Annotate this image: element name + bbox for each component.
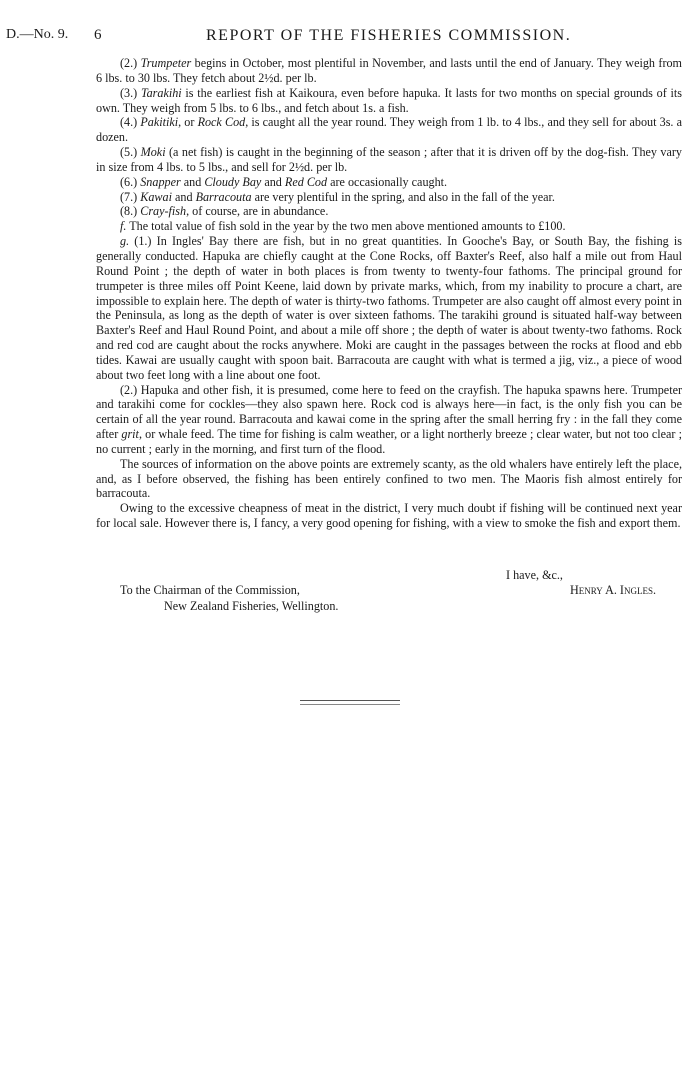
paragraph-meat-cheapness bbox=[96, 501, 682, 531]
paragraph-number: (7.) bbox=[120, 189, 141, 204]
paragraph-text: The sources of information on the above points are extremely scanty, as the old whalers have entirely left the place, and, as I before observed, the fishing has been entirely confined to two men. The Maoris fish almost entirely for barracouta. bbox=[96, 456, 682, 501]
paragraph-text: and bbox=[171, 189, 196, 204]
paragraph-number: (3.) bbox=[120, 85, 141, 100]
paragraph-text: Owing to the excessive cheapness of meat in the district, I very much doubt if fishing will be continued next year for local sale. However there is, I fancy, a very good opening for fishing, with a view to smoke the fish and export them. bbox=[96, 501, 682, 531]
paragraph-g2-feeding bbox=[96, 383, 682, 457]
paragraph-number: (4.) bbox=[120, 115, 141, 130]
fish-name: Rock Cod bbox=[197, 115, 246, 130]
section-end-rule bbox=[300, 700, 400, 705]
paragraph-text: , is caught all the year round. They weigh from 1 lb. to 4 lbs., and they sell for about 3s. a dozen. bbox=[96, 115, 682, 145]
addressee-line-2: New Zealand Fisheries, Wellington. bbox=[164, 599, 339, 613]
paragraph-f-total-value bbox=[96, 219, 682, 234]
paragraph-tarakihi bbox=[96, 86, 682, 116]
section-letter: f. bbox=[120, 219, 127, 234]
paragraph-text: (1.) In Ingles' Bay there are fish, but in no great quantities. In Gooche's Bay, or South Bay, the fishing is generally conducted. Hapuka are chiefly caught at the Cone Rocks, off Baxter's Reef, also half a mile out from Haul Round Point ; the depth of water in both places is from twenty to twenty-four fathoms. The principal ground for trumpeter is three miles off Point Keene, laid down by private marks, which, from my inability to procure a chart, are impossible to explain here. The depth of water is thirty-two fathoms. Trumpeter are also caught off almost every point in the Peninsula, as long as the depth of water is over sixteen fathoms. The tarakihi ground is situated half-way between Baxter's Reef and Haul Round Point, and about a mile off shore ; the depth of water is about twenty-two fathoms. Rock and red cod are caught about the rocks anywhere. Moki are caught in the passages between the rocks at flood and ebb tides. Kawai are usually caught with spoon bait. Barracouta are caught with what is termed a jig, viz., a piece of wood about two feet long with a line about one foot. bbox=[96, 234, 682, 382]
fish-name: Cloudy Bay bbox=[204, 174, 262, 189]
fish-name: Red Cod bbox=[284, 174, 328, 189]
paragraph-text: is the earliest fish at Kaikoura, even before hapuka. It lasts for two months on special grounds of its own. They weigh from 5 lbs. to 6 lbs., and fetch about 1s. a fish. bbox=[96, 85, 682, 115]
paragraph-number: (5.) bbox=[120, 145, 141, 160]
fish-name: Moki bbox=[140, 145, 166, 160]
paragraph-text: , or whale feed. The time for fishing is calm weather, or a light northerly breeze ; clear water, but not too clear ; no current ; early in the morning, and first turn of the flood. bbox=[96, 427, 682, 456]
paragraph-text: begins in October, most plentiful in November, and lasts until the end of January. They weigh from 6 lbs. to 30 lbs. They fetch about 2½d. per lb. bbox=[96, 56, 682, 85]
paragraph-number: (2.) bbox=[120, 56, 141, 70]
paragraph-crayfish bbox=[96, 204, 682, 219]
fish-name: Pakitiki bbox=[140, 115, 179, 130]
paragraph-moki bbox=[96, 145, 682, 175]
paragraph-trumpeter bbox=[96, 56, 682, 86]
fish-name: Kawai bbox=[140, 189, 172, 204]
fish-name: Barracouta bbox=[195, 189, 252, 204]
emphasis: grit bbox=[121, 427, 139, 442]
paragraph-text: (a net fish) is caught in the beginning of the season ; after that it is driven off by the dog-fish. They vary in size from 4 lbs. to 5 lbs., and sell for 2½d. per lb. bbox=[96, 145, 682, 174]
running-title: REPORT OF THE FISHERIES COMMISSION. bbox=[206, 27, 572, 44]
fish-name: Cray-fish bbox=[140, 204, 187, 219]
paragraph-text: and bbox=[180, 174, 205, 189]
page-number: 6 bbox=[94, 27, 102, 43]
report-body bbox=[96, 56, 682, 531]
paragraph-text: are occasionally caught. bbox=[327, 174, 448, 189]
paragraph-text: (2.) Hapuka and other fish, it is presumed, come here to feed on the crayfish. The hapuka spawns here. Trumpeter and tarakihi come for cockles—they also spawn here. Rock cod is always here—in fact, is the only fish you can be certain of all the year round. Barracouta and kawai come in the spring after the small herring fry : in the fall they come after bbox=[96, 382, 682, 442]
section-letter: g. bbox=[120, 234, 130, 249]
paragraph-text: , of course, are in abundance. bbox=[186, 204, 329, 219]
signature: Henry A. Ingles. bbox=[569, 583, 656, 597]
paragraph-text: The total value of fish sold in the year by the two men above mentioned amounts to £100. bbox=[126, 219, 566, 234]
paragraph-text: , or bbox=[178, 115, 198, 130]
page-header bbox=[6, 27, 686, 47]
document-reference: D.—No. 9. bbox=[6, 27, 69, 42]
fish-name: Tarakihi bbox=[140, 85, 182, 100]
paragraph-g1-fishing-grounds bbox=[96, 234, 682, 382]
paragraph-number: (8.) bbox=[120, 204, 141, 219]
paragraph-kawai bbox=[96, 190, 682, 205]
paragraph-text: and bbox=[261, 174, 285, 189]
paragraph-rock-cod bbox=[96, 115, 682, 145]
letter-signoff bbox=[96, 568, 656, 616]
paragraph-sources bbox=[96, 457, 682, 502]
fish-name: Snapper bbox=[140, 174, 181, 189]
paragraph-snapper bbox=[96, 175, 682, 190]
closing-salutation: I have, &c., bbox=[506, 568, 563, 582]
fish-name: Trumpeter bbox=[140, 56, 192, 70]
paragraph-number: (6.) bbox=[120, 174, 141, 189]
addressee-line-1: To the Chairman of the Commission, bbox=[120, 583, 300, 597]
paragraph-text: are very plentiful in the spring, and also in the fall of the year. bbox=[251, 189, 555, 204]
